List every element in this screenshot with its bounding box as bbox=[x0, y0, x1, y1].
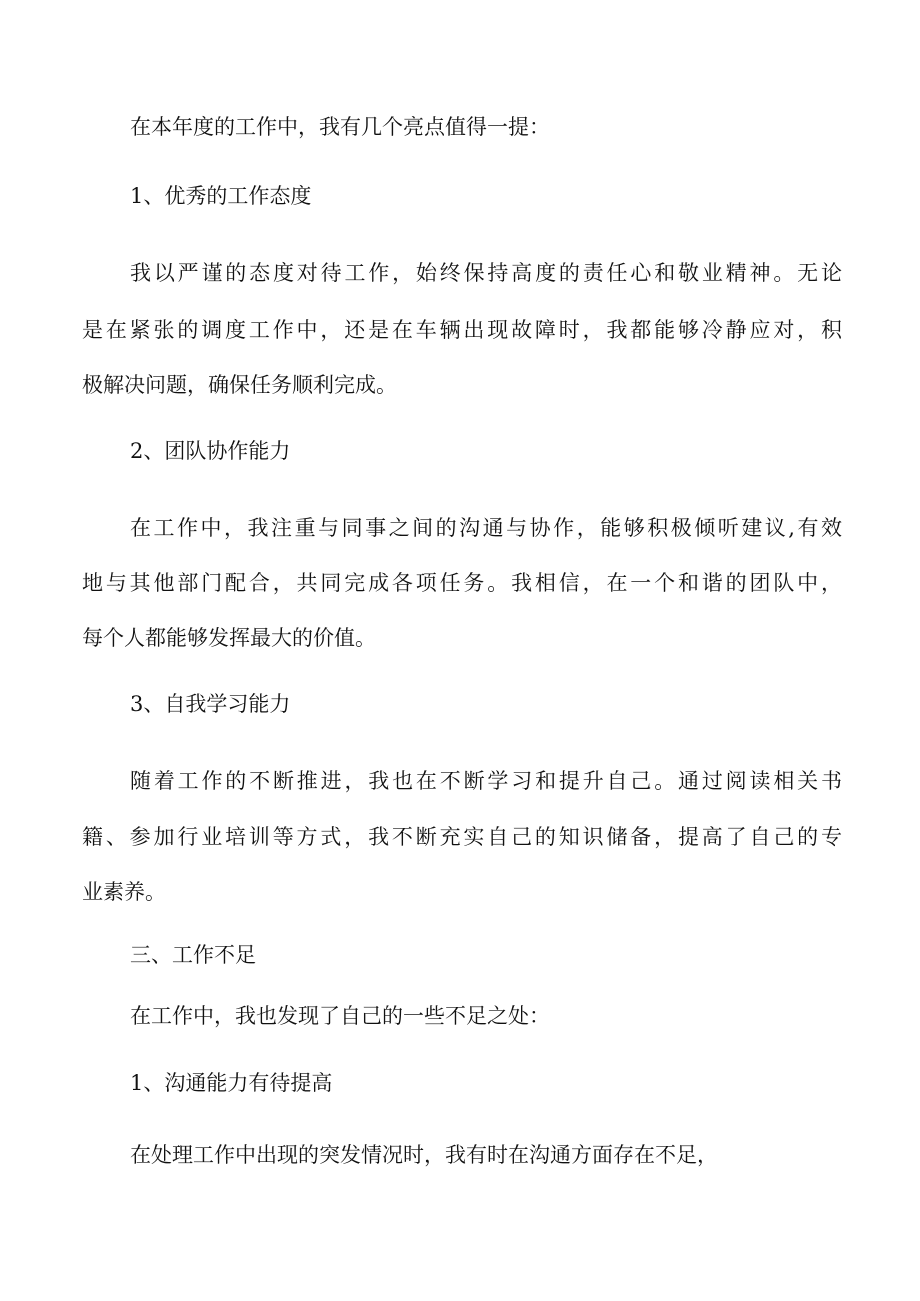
highlights-intro: 在本年度的工作中，我有几个亮点值得一提： bbox=[130, 115, 550, 139]
item2-title: 2、团队协作能力 bbox=[130, 439, 291, 463]
section3-heading: 三、工作不足 bbox=[130, 943, 256, 967]
item3-title: 3、自我学习能力 bbox=[130, 692, 291, 716]
item3-body-line: 业素养。 bbox=[82, 880, 166, 904]
item1-title: 1、优秀的工作态度 bbox=[130, 184, 312, 208]
item2-body-line: 每个人都能够发挥最大的价值。 bbox=[82, 626, 376, 650]
item3-body-line: 随着工作的不断推进，我也在不断学习和提升自己。通过阅读相关书 bbox=[130, 769, 842, 793]
shortcoming1-body-line: 在处理工作中出现的突发情况时，我有时在沟通方面存在不足， bbox=[130, 1143, 718, 1167]
item2-body-line: 地与其他部门配合，共同完成各项任务。我相信，在一个和谐的团队中， bbox=[82, 571, 842, 595]
shortcomings-intro: 在工作中，我也发现了自己的一些不足之处： bbox=[130, 1004, 550, 1028]
item1-body-line: 极解决问题，确保任务顺利完成。 bbox=[82, 373, 397, 397]
item1-body-line: 我以严谨的态度对待工作，始终保持高度的责任心和敬业精神。无论 bbox=[130, 261, 842, 285]
shortcoming1-title: 1、沟通能力有待提高 bbox=[130, 1071, 333, 1095]
item3-body-line: 籍、参加行业培训等方式，我不断充实自己的知识储备，提高了自己的专 bbox=[82, 825, 842, 849]
item1-body-line: 是在紧张的调度工作中，还是在车辆出现故障时，我都能够冷静应对，积 bbox=[82, 318, 842, 342]
item2-body-line: 在工作中，我注重与同事之间的沟通与协作，能够积极倾听建议,有效 bbox=[130, 516, 842, 540]
